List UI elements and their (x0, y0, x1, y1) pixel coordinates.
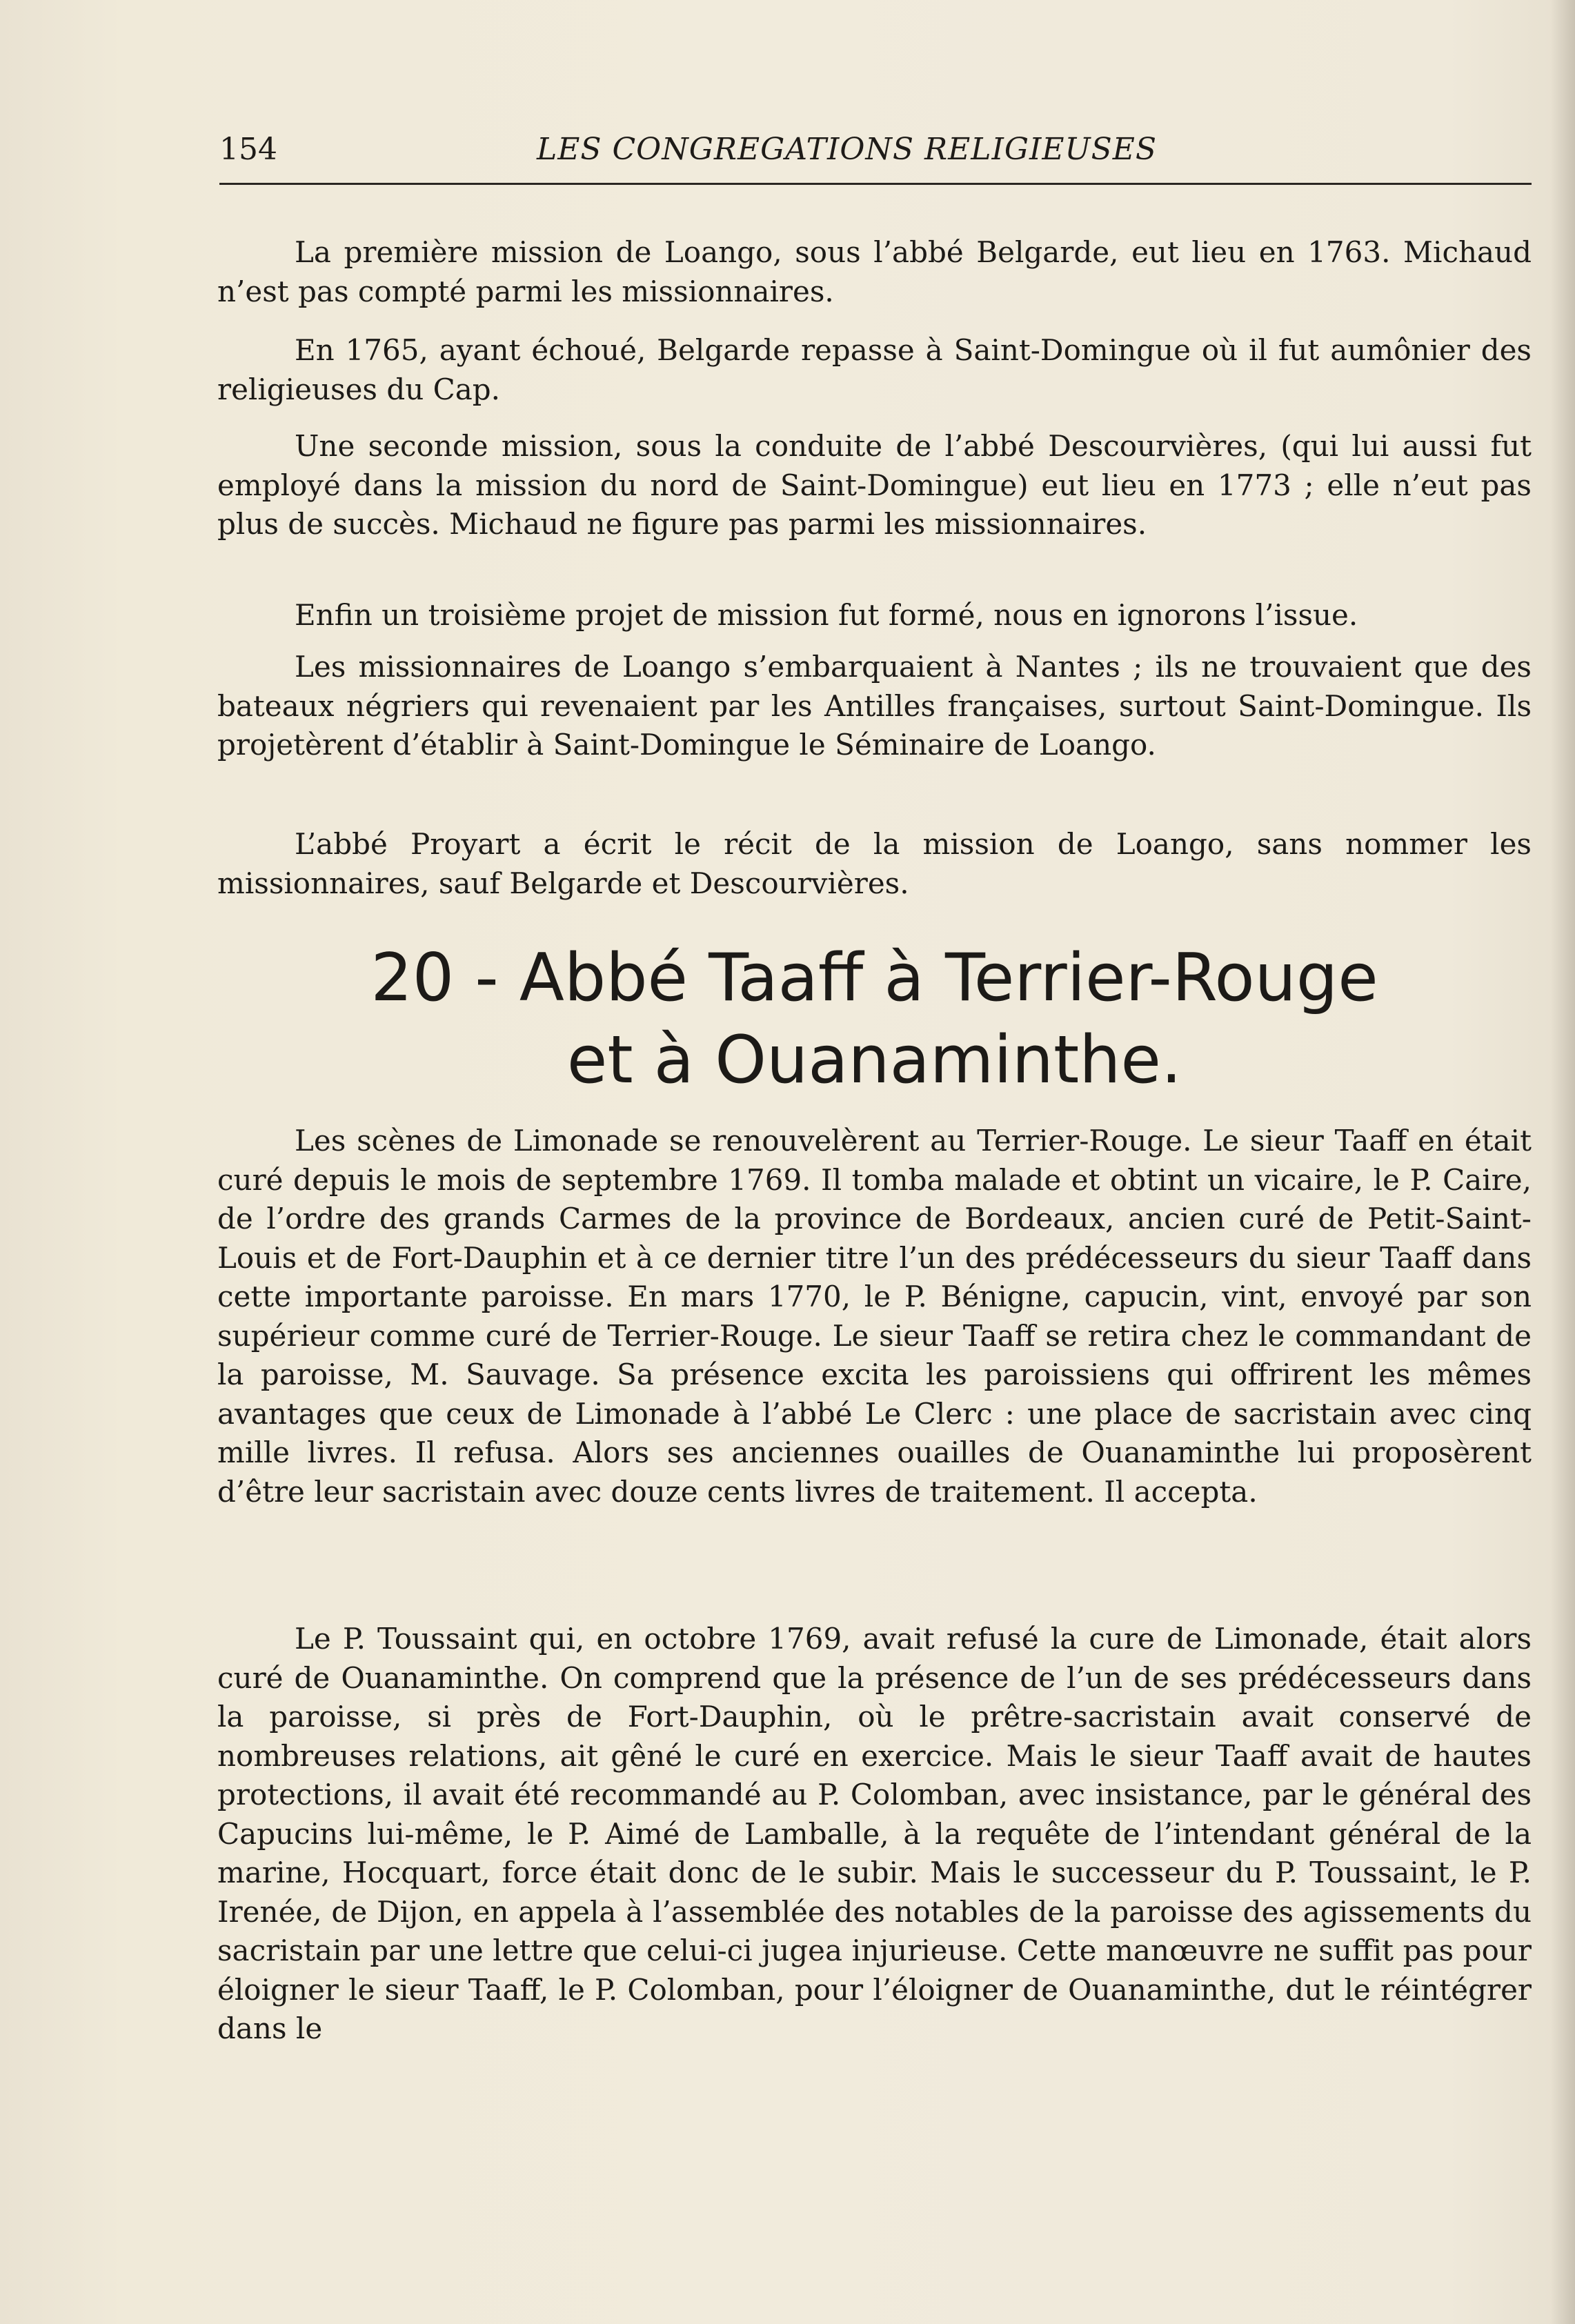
page-number: 154 (219, 132, 277, 167)
paragraph: La première mission de Loango, sous l’abbé Belgarde, eut lieu en 1763. Michaud n’est pas compté parmi les missionnaires. (217, 235, 1532, 308)
section-paragraph: Les scènes de Limonade se renouvelèrent au Terrier-Rouge. Le sieur Taaff en était curé depuis le mois de septembre 1769. Il tomba malade et obtint un vicaire, le P. Caire, de l’ordre des grands Carmes de la province de Bordeaux, ancien curé de Petit-Saint-Louis et de Fort-Dauphin et à ce dernier titre l’un des prédécesseurs du sieur Taaff dans cette importante paroisse. En mars 1770, le P. Bénigne, capucin, vint, envoyé par son supérieur comme curé de Terrier-Rouge. Le sieur Taaff se retira chez le commandant de la paroisse, M. Sauvage. Sa présence excita les paroissiens qui offrirent les mêmes avantages que ceux de Limonade à l’abbé Le Clerc : une place de sacristain avec cinq mille livres. Il refusa. Alors ses anciennes ouailles de Ouanaminthe lui proposèrent d’être leur sacristain avec douze cents livres de traitement. Il accepta. (217, 1124, 1532, 1509)
paragraph: Les missionnaires de Loango s’embarquaient à Nantes ; ils ne trouvaient que des bateaux négriers qui revenaient par les Antilles françaises, surtout Saint-Domingue. Ils projetèrent d’établir à Saint-Domingue le Séminaire de Loango. (217, 650, 1532, 762)
paragraph: L’abbé Proyart a écrit le récit de la mission de Loango, sans nommer les missionnaires, sauf Belgarde et Descourvières. (217, 827, 1532, 900)
section-heading-line-2: et à Ouanaminthe. (566, 1022, 1182, 1098)
paragraph: Enfin un troisième projet de mission fut formé, nous en ignorons l’issue. (295, 598, 1358, 632)
page-edge-shadow (1550, 0, 1575, 2324)
section-paragraph: Le P. Toussaint qui, en octobre 1769, avait refusé la cure de Limonade, était alors curé de Ouanaminthe. On comprend que la présence de l’un de ses prédécesseurs dans la paroisse, si près de Fort-Dauphin, où le prêtre-sacristain avait conservé de nombreuses relations, ait gêné le curé en exercice. Mais le sieur Taaff avait de hautes protections, il avait été recommandé au P. Colomban, avec insistance, par le général des Capucins lui-même, le P. Aimé de Lamballe, à la requête de l’intendant général de la marine, Hocquart, force était donc de le subir. Mais le successeur du P. Toussaint, le P. Irenée, de Dijon, en appela à l’assemblée des notables de la paroisse des agissements du sacristain par une lettre que celui-ci jugea injurieuse. Cette manœuvre ne suffit pas pour éloigner le sieur Taaff, le P. Colomban, pour l’éloigner de Ouanaminthe, dut le réintégrer dans le (217, 1622, 1532, 2045)
section-heading-line-1: 20 - Abbé Taaff à Terrier-Rouge (370, 940, 1378, 1016)
header-rule (219, 183, 1532, 185)
running-title: LES CONGREGATIONS RELIGIEUSES (537, 132, 1158, 167)
paragraph: Une seconde mission, sous la conduite de l’abbé Descourvières, (qui lui aussi fut employé dans la mission du nord de Saint-Domingue) eut lieu en 1773 ; elle n’eut pas plus de succès. Michaud ne figure pas parmi les missionnaires. (217, 429, 1532, 541)
paragraph: En 1765, ayant échoué, Belgarde repasse à Saint-Domingue où il fut aumônier des religieuses du Cap. (217, 333, 1532, 406)
page-header (219, 128, 1537, 177)
